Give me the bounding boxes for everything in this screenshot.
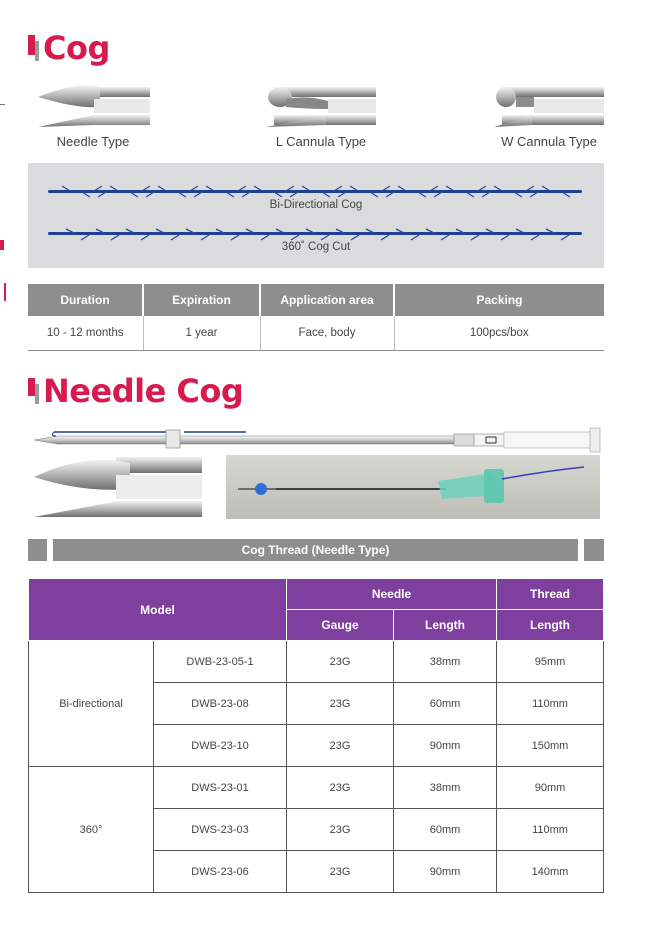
needle-product-illustration — [34, 424, 606, 454]
spec-header-application: Application area — [260, 284, 394, 316]
table-row-thread-length: 110mm — [497, 683, 604, 725]
table-row-model: DWS-23-06 — [154, 851, 287, 893]
table-row-thread-length: 140mm — [497, 851, 604, 893]
spec-header-duration: Duration — [28, 284, 143, 316]
cog-title-bar — [28, 35, 35, 55]
needle-tip-closeup — [34, 455, 202, 519]
needle-type-illustration — [38, 83, 150, 129]
bidirectional-cog-label: Bi-Directional Cog — [269, 199, 363, 211]
table-row-needle-length: 38mm — [394, 767, 497, 809]
model-header: Model — [29, 579, 287, 641]
table-row-model: DWB-23-05-1 — [154, 641, 287, 683]
w-cannula-illustration — [494, 83, 604, 129]
cog-section-title: Cog — [43, 29, 110, 67]
needle-cog-section-title: Needle Cog — [43, 372, 244, 410]
table-row-needle-length: 38mm — [394, 641, 497, 683]
table-row-needle-length: 60mm — [394, 809, 497, 851]
model-table — [28, 578, 604, 893]
l-cannula-type-label: L Cannula Type — [275, 134, 367, 149]
edge-mark-red-2 — [0, 283, 6, 301]
spec-duration: 10 - 12 months — [28, 316, 143, 351]
banner-left-cap — [28, 539, 47, 561]
table-row-gauge: 23G — [287, 725, 394, 767]
table-row-gauge: 23G — [287, 851, 394, 893]
table-row-thread-length: 110mm — [497, 809, 604, 851]
group-bidirectional: Bi-directional — [29, 641, 154, 767]
table-row-thread-length: 90mm — [497, 767, 604, 809]
gauge-header: Gauge — [287, 610, 394, 641]
table-row-model: DWB-23-10 — [154, 725, 287, 767]
spec-header-expiration: Expiration — [143, 284, 260, 316]
cog-title-bar-gray — [35, 41, 39, 61]
table-row-thread-length: 150mm — [497, 725, 604, 767]
edge-mark-dash — [0, 104, 5, 105]
table-row-needle-length: 90mm — [394, 851, 497, 893]
needle-cog-title-bar-gray — [35, 384, 39, 404]
spec-packing: 100pcs/box — [394, 316, 604, 351]
table-row-needle-length: 60mm — [394, 683, 497, 725]
table-row-gauge: 23G — [287, 809, 394, 851]
table-row-model: DWS-23-03 — [154, 809, 287, 851]
table-row-needle-length: 90mm — [394, 725, 497, 767]
needle-type-label: Needle Type — [56, 134, 130, 149]
thread-length-header: Length — [497, 610, 604, 641]
group-360: 360° — [29, 767, 154, 893]
cog-thread-banner: Cog Thread (Needle Type) — [53, 539, 578, 561]
edge-mark-red — [0, 240, 4, 250]
spec-expiration: 1 year — [143, 316, 260, 351]
l-cannula-illustration — [266, 83, 376, 129]
needle-header: Needle — [287, 579, 497, 610]
w-cannula-type-label: W Cannula Type — [501, 134, 597, 149]
table-row-gauge: 23G — [287, 683, 394, 725]
needle-length-header: Length — [394, 610, 497, 641]
spec-application: Face, body — [260, 316, 394, 351]
needle-cog-title-bar — [28, 378, 35, 396]
table-row-model: DWB-23-08 — [154, 683, 287, 725]
table-row-thread-length: 95mm — [497, 641, 604, 683]
table-row-gauge: 23G — [287, 641, 394, 683]
spec-header-packing: Packing — [394, 284, 604, 316]
table-row-gauge: 23G — [287, 767, 394, 809]
table-row-model: DWS-23-01 — [154, 767, 287, 809]
cog-cut-label: 360˚ Cog Cut — [281, 241, 351, 253]
product-photo-needle — [226, 455, 600, 519]
banner-right-cap — [584, 539, 604, 561]
thread-header: Thread — [497, 579, 604, 610]
spec-table — [28, 284, 604, 351]
